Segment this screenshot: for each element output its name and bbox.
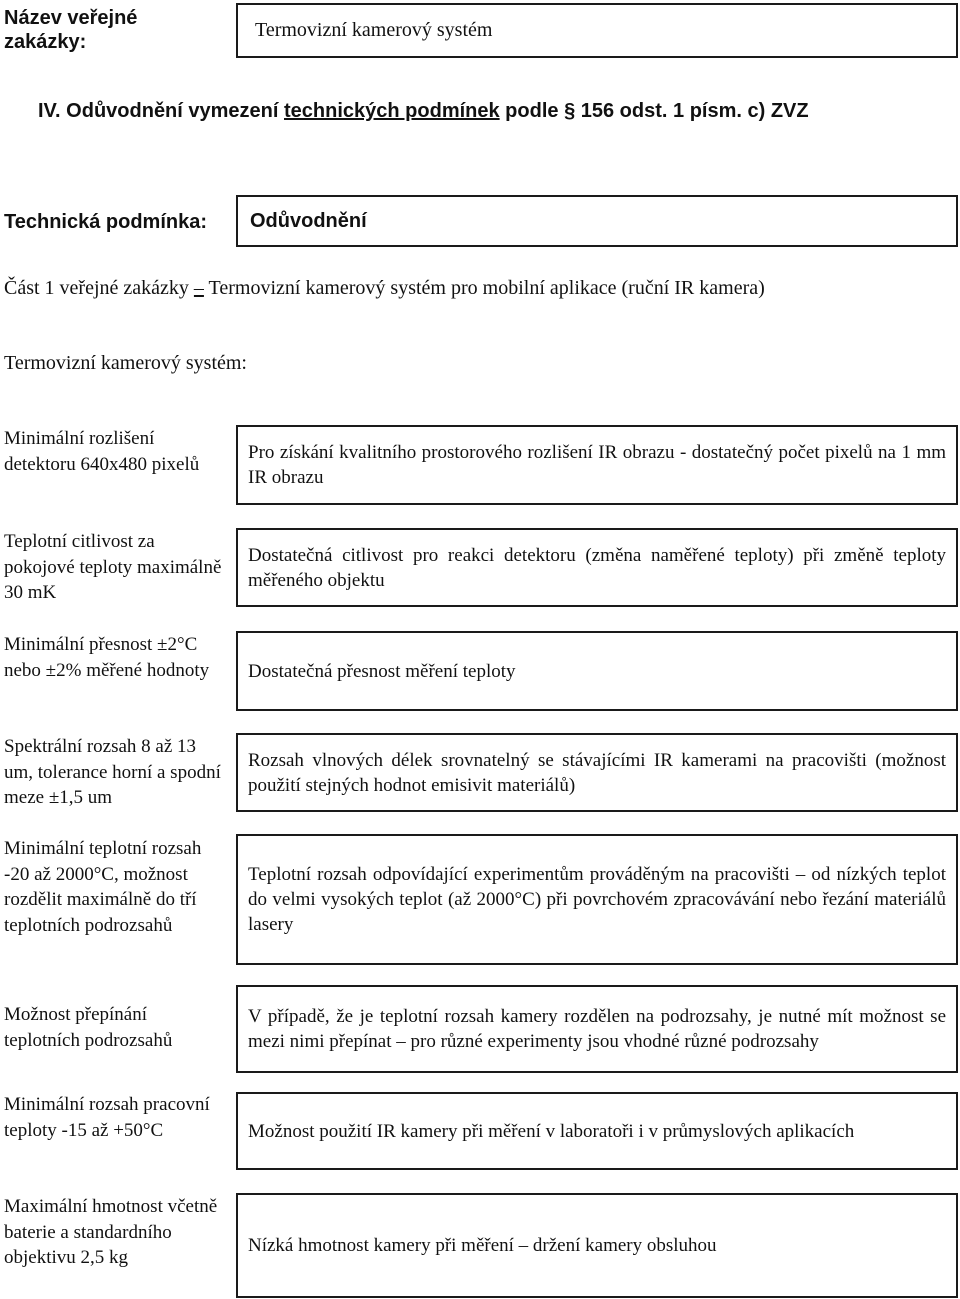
contract-name-label: Název veřejné zakázky: — [4, 7, 138, 53]
condition-row-1: Minimální rozlišení detektoru 640x480 pixelů — [4, 428, 200, 475]
condition-row-5: Minimální teplotní rozsah -20 až 2000°C, možnost rozdělit maximálně do tří teplotních podrozsahů — [4, 838, 202, 936]
paragraph-sign-icon: § — [564, 100, 576, 122]
part-title: Část 1 veřejné zakázky – Termovizní kamerový systém pro mobilní aplikace (ruční IR kamera) — [4, 277, 765, 299]
justification-row-6: V případě, že je teplotní rozsah kamery rozdělen na podrozsahy, je nutné mít možnost se mezi nimi přepínat – pro různé experimenty jsou vhodné různé podrozsahy — [236, 985, 958, 1073]
condition-row-6: Možnost přepínání teplotních podrozsahů — [4, 1004, 173, 1051]
justification-row-3: Dostatečná přesnost měření teploty — [236, 631, 958, 711]
justification-row-2: Dostatečná citlivost pro reakci detektoru (změna naměřené teploty) při změně teploty měřeného objektu — [236, 528, 958, 607]
justification-row-4: Rozsah vlnových délek srovnatelný se stávajícími IR kamerami na pracovišti (možnost použití stejných hodnot emisivit materiálů) — [236, 733, 958, 812]
condition-row-7: Minimální rozsah pracovní teploty -15 až +50°C — [4, 1094, 210, 1141]
contract-name-field — [236, 3, 958, 58]
condition-row-8: Maximální hmotnost včetně baterie a standardního objektivu 2,5 kg — [4, 1196, 218, 1268]
part-subtitle: Termovizní kamerový systém: — [4, 352, 247, 374]
condition-row-4: Spektrální rozsah 8 až 13 um, tolerance horní a spodní meze ±1,5 um — [4, 736, 221, 808]
contract-name-value: Termovizní kamerový systém — [255, 19, 493, 41]
justification-row-7: Možnost použití IR kamery při měření v laboratoři i v průmyslových aplikacích — [236, 1092, 958, 1170]
justification-row-5: Teplotní rozsah odpovídající experimentům prováděným na pracovišti – od nízkých teplot do velmi vysokých teplot (až 2000°C) při povrchovém zpracovávání nebo řezání materiálů lasery — [236, 834, 958, 965]
justification-row-8: Nízká hmotnost kamery při měření – držení kamery obsluhou — [236, 1193, 958, 1298]
justification-column-header: Odůvodnění — [236, 195, 958, 247]
condition-column-label: Technická podmínka: — [4, 211, 208, 233]
section-heading: IV. Odůvodnění vymezení technických podmínek podle § 156 odst. 1 písm. c) ZVZ — [38, 100, 809, 122]
condition-row-3: Minimální přesnost ±2°C nebo ±2% měřené hodnoty — [4, 634, 210, 681]
condition-row-2: Teplotní citlivost za pokojové teploty maximálně 30 mK — [4, 531, 222, 603]
justification-row-1: Pro získání kvalitního prostorového rozlišení IR obrazu - dostatečný počet pixelů na 1 mm IR obrazu — [236, 425, 958, 505]
